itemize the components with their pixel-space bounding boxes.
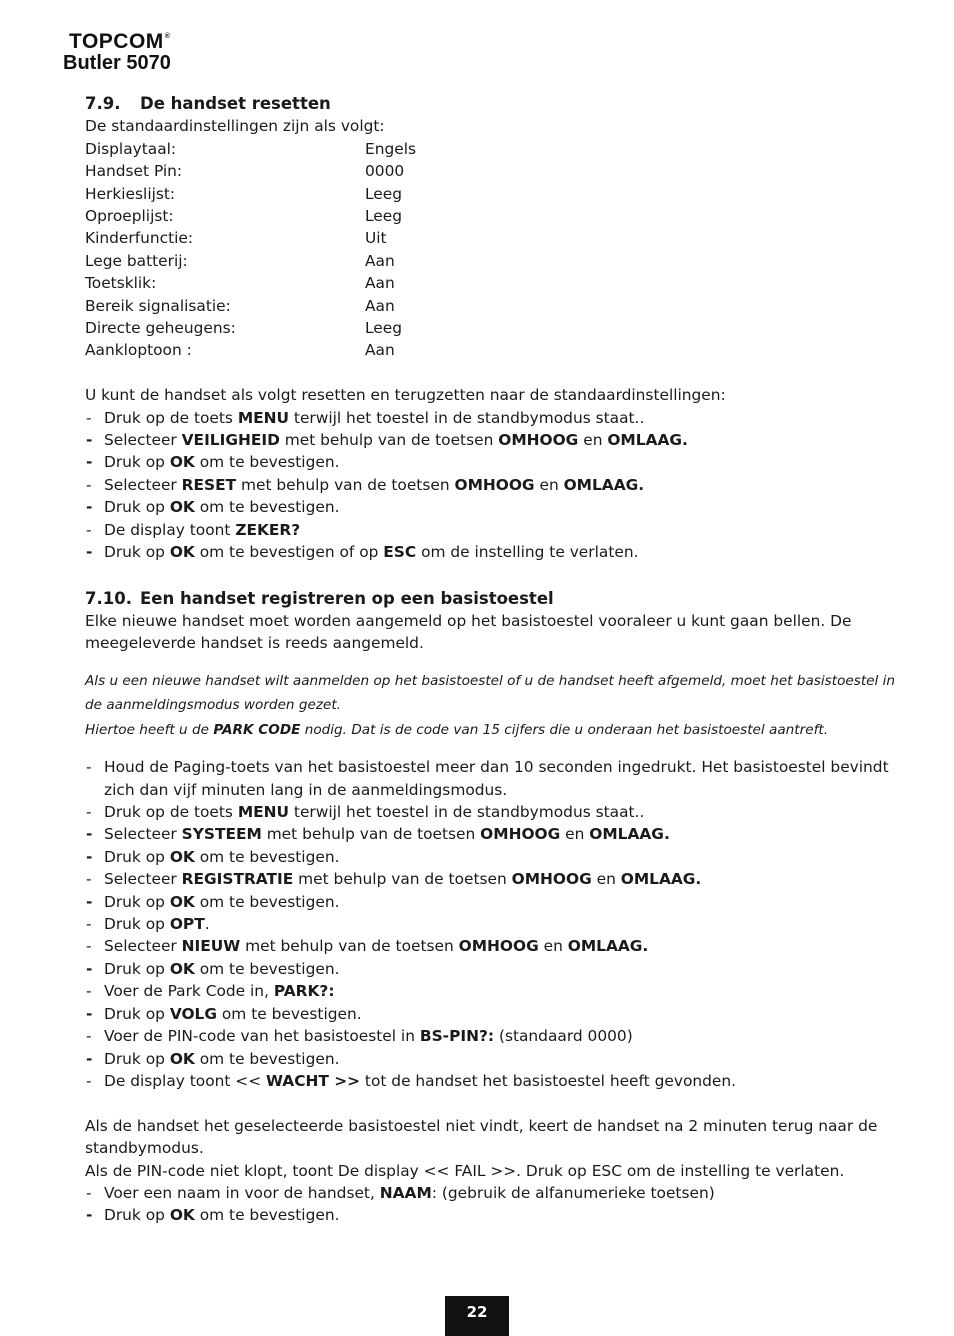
step-text: Voer de PIN-code van het basistoestel in: [104, 1027, 420, 1046]
step-item: [85, 846, 900, 868]
setting-value: Aan: [365, 296, 395, 315]
dash-bullet: -: [86, 847, 93, 866]
step-text: terwijl het toestel in de standbymodus staat..: [289, 803, 645, 822]
step-text: Druk op: [104, 543, 170, 562]
step-keyword: OK: [169, 892, 195, 911]
model-name: Butler 5070: [63, 52, 171, 74]
reset-instructions-intro: U kunt de handset als volgt resetten en terugzetten naar de standaardinstellingen:: [85, 386, 726, 405]
dash-bullet: -: [86, 1027, 92, 1046]
step-item: [85, 1048, 900, 1070]
step-text: : (gebruik de alfanumerieke toetsen): [431, 1183, 715, 1202]
step-item: [85, 756, 900, 801]
step-text: Selecteer: [104, 825, 182, 844]
step-text: Druk op: [104, 1206, 170, 1225]
setting-row: [85, 339, 900, 361]
setting-name: Lege batterij:: [85, 251, 188, 270]
step-text: en: [534, 475, 564, 494]
dash-bullet: -: [86, 915, 92, 934]
step-item: [85, 474, 900, 496]
step-keyword: OMLAAG.: [620, 870, 702, 889]
step-text: en: [591, 870, 621, 889]
setting-name: Aankloptoon :: [85, 341, 192, 360]
setting-value: Leeg: [365, 319, 403, 338]
dash-bullet: -: [86, 453, 93, 472]
step-item: [85, 1182, 900, 1204]
page-number: 22: [445, 1296, 509, 1336]
step-text: Druk op: [104, 892, 170, 911]
settings-intro: De standaardinstellingen zijn als volgt:: [85, 117, 385, 136]
step-keyword: WACHT >>: [266, 1071, 361, 1090]
step-text: en: [578, 431, 608, 450]
registration-intro: Elke nieuwe handset moet worden aangemeld op het basistoestel vooraleer u kunt gaan bellen. De meegeleverde handset is reeds aangemeld.: [85, 611, 852, 653]
step-text: met behulp van de toetsen: [236, 475, 455, 494]
setting-name: Oproeplijst:: [85, 207, 174, 226]
registration-note: Als u een nieuwe handset wilt aanmelden op het basistoestel of u de handset heeft afgemeld, moet het basistoestel in de aanmeldingsmodus worden gezet.: [85, 672, 896, 714]
step-text: .: [204, 915, 210, 934]
step-keyword: NIEUW: [181, 937, 241, 956]
dash-bullet: -: [86, 982, 92, 1001]
section-title: Een handset registreren op een basistoestel: [140, 588, 554, 608]
step-text: om te bevestigen.: [194, 453, 340, 472]
step-item: [85, 935, 900, 957]
step-keyword: SYSTEEM: [181, 825, 262, 844]
setting-row: [85, 317, 900, 339]
step-keyword: OMHOOG: [480, 825, 561, 844]
setting-value: Aan: [365, 251, 395, 270]
step-keyword: MENU: [237, 803, 290, 822]
step-keyword: OMLAAG.: [607, 431, 688, 450]
step-text: om te bevestigen.: [194, 498, 340, 517]
section-title: De handset resetten: [140, 94, 331, 113]
step-text: Druk op: [104, 915, 170, 934]
dash-bullet: -: [86, 408, 92, 427]
step-text: en: [538, 937, 568, 956]
step-keyword: REGISTRATIE: [181, 870, 294, 889]
step-item: [85, 429, 900, 451]
step-keyword: ZEKER?: [235, 520, 301, 539]
step-text: De display toont <<: [104, 1071, 266, 1090]
step-keyword: PARK?:: [273, 982, 335, 1001]
step-item: [85, 891, 900, 913]
step-text: Druk op: [104, 453, 170, 472]
step-item: [85, 519, 900, 541]
logo-text: TOPCOM: [69, 30, 164, 53]
step-text: met behulp van de toetsen: [293, 870, 512, 889]
dash-bullet: -: [86, 1004, 93, 1023]
step-item: [85, 1003, 900, 1025]
dash-bullet: -: [86, 937, 92, 956]
step-keyword: OMLAAG.: [563, 475, 645, 494]
setting-value: Aan: [365, 274, 395, 293]
step-text: om de instelling te verlaten.: [416, 543, 639, 562]
dash-bullet: -: [86, 758, 92, 777]
step-text: Druk op: [104, 498, 170, 517]
step-text: Selecteer: [104, 431, 182, 450]
dash-bullet: -: [86, 520, 92, 539]
step-text: om te bevestigen of op: [194, 543, 384, 562]
step-item: [85, 801, 900, 823]
dash-bullet: -: [86, 803, 92, 822]
pin-fail-paragraph: Als de PIN-code niet klopt, toont De display << FAIL >>. Druk op ESC om de instelling te verlaten.: [85, 1161, 845, 1180]
dash-bullet: -: [86, 959, 93, 978]
park-code-label: PARK CODE: [213, 721, 301, 738]
registration-steps-list: [85, 756, 900, 1092]
step-keyword: OK: [169, 1206, 195, 1225]
step-text: Houd de Paging-toets van het basistoestel meer dan 10 seconden ingedrukt. Het basistoestel bevindt zich dan vijf minuten lang in de aanmeldingsmodus.: [104, 758, 889, 799]
dash-bullet: -: [86, 1071, 92, 1090]
step-keyword: OK: [169, 498, 195, 517]
setting-value: Uit: [365, 229, 387, 248]
step-text: De display toont: [104, 520, 236, 539]
step-keyword: OPT: [169, 915, 205, 934]
step-text: Voer een naam in voor de handset,: [104, 1183, 380, 1202]
step-text: tot de handset het basistoestel heeft gevonden.: [360, 1071, 736, 1090]
setting-name: Directe geheugens:: [85, 319, 236, 338]
step-item: [85, 980, 900, 1002]
setting-value: Aan: [365, 341, 395, 360]
step-text: terwijl het toestel in de standbymodus staat..: [289, 408, 645, 427]
step-text: met behulp van de toetsen: [240, 937, 459, 956]
dash-bullet: -: [86, 1183, 92, 1202]
setting-row: [85, 205, 900, 227]
step-text: Selecteer: [104, 937, 182, 956]
dash-bullet: -: [86, 1049, 93, 1068]
step-keyword: ESC: [383, 543, 417, 562]
step-keyword: OMLAAG.: [567, 937, 649, 956]
setting-row: [85, 250, 900, 272]
dash-bullet: -: [86, 892, 93, 911]
setting-value: Leeg: [365, 207, 403, 226]
section-heading-7-10: [85, 588, 900, 610]
step-keyword: BS-PIN?:: [419, 1027, 495, 1046]
step-item: [85, 541, 900, 563]
setting-row: [85, 160, 900, 182]
step-keyword: OMHOOG: [498, 431, 579, 450]
dash-bullet: -: [86, 498, 93, 517]
reset-steps-list: [85, 407, 900, 564]
step-keyword: NAAM: [379, 1183, 432, 1202]
dash-bullet: -: [86, 543, 93, 562]
setting-row: [85, 183, 900, 205]
setting-name: Displaytaal:: [85, 139, 177, 158]
section-number: 7.10.: [85, 588, 132, 608]
step-text: om te bevestigen.: [194, 1049, 340, 1068]
setting-row: [85, 272, 900, 294]
step-keyword: RESET: [181, 475, 237, 494]
step-item: [85, 823, 900, 845]
step-keyword: MENU: [237, 408, 290, 427]
step-item: [85, 496, 900, 518]
setting-value: Leeg: [365, 184, 403, 203]
topcom-logo: [69, 31, 170, 52]
dash-bullet: -: [86, 431, 93, 450]
dash-bullet: -: [86, 475, 92, 494]
dash-bullet: -: [86, 825, 93, 844]
step-keyword: OK: [169, 1049, 195, 1068]
step-keyword: OMLAAG.: [589, 825, 670, 844]
step-item: [85, 1070, 900, 1092]
step-text: Druk op: [104, 1004, 170, 1023]
setting-name: Kinderfunctie:: [85, 229, 194, 248]
step-keyword: OK: [169, 453, 195, 472]
step-item: [85, 1025, 900, 1047]
setting-name: Bereik signalisatie:: [85, 296, 231, 315]
step-text: Selecteer: [104, 475, 182, 494]
setting-name: Herkieslijst:: [85, 184, 176, 203]
step-text: om te bevestigen.: [217, 1004, 362, 1023]
step-text: Voer de Park Code in,: [104, 982, 274, 1001]
step-text: met behulp van de toetsen: [279, 431, 499, 450]
step-text: om te bevestigen.: [194, 1206, 340, 1225]
default-settings-list: [85, 138, 900, 362]
step-keyword: OK: [169, 847, 195, 866]
step-item: [85, 407, 900, 429]
setting-name: Handset Pin:: [85, 162, 183, 181]
step-text: Druk op de toets: [104, 803, 238, 822]
step-keyword: OMHOOG: [454, 475, 535, 494]
step-keyword: OK: [169, 543, 195, 562]
section-heading-7-9: [85, 93, 900, 115]
step-keyword: VOLG: [169, 1004, 217, 1023]
dash-bullet: -: [86, 1206, 93, 1225]
step-keyword: OMHOOG: [458, 937, 539, 956]
step-text: Druk op: [104, 847, 170, 866]
section-number: 7.9.: [85, 94, 121, 113]
dash-bullet: -: [86, 870, 92, 889]
step-text: om te bevestigen.: [194, 959, 340, 978]
step-text: met behulp van de toetsen: [261, 825, 481, 844]
step-item: [85, 451, 900, 473]
step-item: [85, 868, 900, 890]
naming-steps-list: [85, 1182, 900, 1227]
setting-name: Toetsklik:: [85, 274, 157, 293]
step-item: [85, 958, 900, 980]
setting-value: Engels: [365, 139, 417, 158]
step-text: om te bevestigen.: [194, 892, 340, 911]
registered-mark: ®: [164, 33, 171, 40]
setting-row: [85, 227, 900, 249]
step-item: [85, 1204, 900, 1226]
step-text: Selecteer: [104, 870, 182, 889]
setting-row: [85, 138, 900, 160]
step-keyword: VEILIGHEID: [181, 431, 280, 450]
step-text: en: [560, 825, 590, 844]
step-keyword: OMHOOG: [511, 870, 592, 889]
step-text: Druk op de toets: [104, 408, 238, 427]
step-keyword: OK: [169, 959, 195, 978]
step-text: (standaard 0000): [494, 1027, 633, 1046]
step-text: om te bevestigen.: [194, 847, 340, 866]
setting-row: [85, 295, 900, 317]
step-item: [85, 913, 900, 935]
step-text: Druk op: [104, 1049, 170, 1068]
step-text: Druk op: [104, 959, 170, 978]
not-found-paragraph: Als de handset het geselecteerde basistoestel niet vindt, keert de handset na 2 minuten terug naar de standbymodus.: [85, 1116, 878, 1158]
setting-value: 0000: [365, 162, 405, 181]
manual-content: [85, 93, 900, 1227]
park-code-note: Hiertoe heeft u de PARK CODE nodig. Dat is de code van 15 cijfers die u onderaan het basistoestel aantreft.: [85, 721, 829, 738]
